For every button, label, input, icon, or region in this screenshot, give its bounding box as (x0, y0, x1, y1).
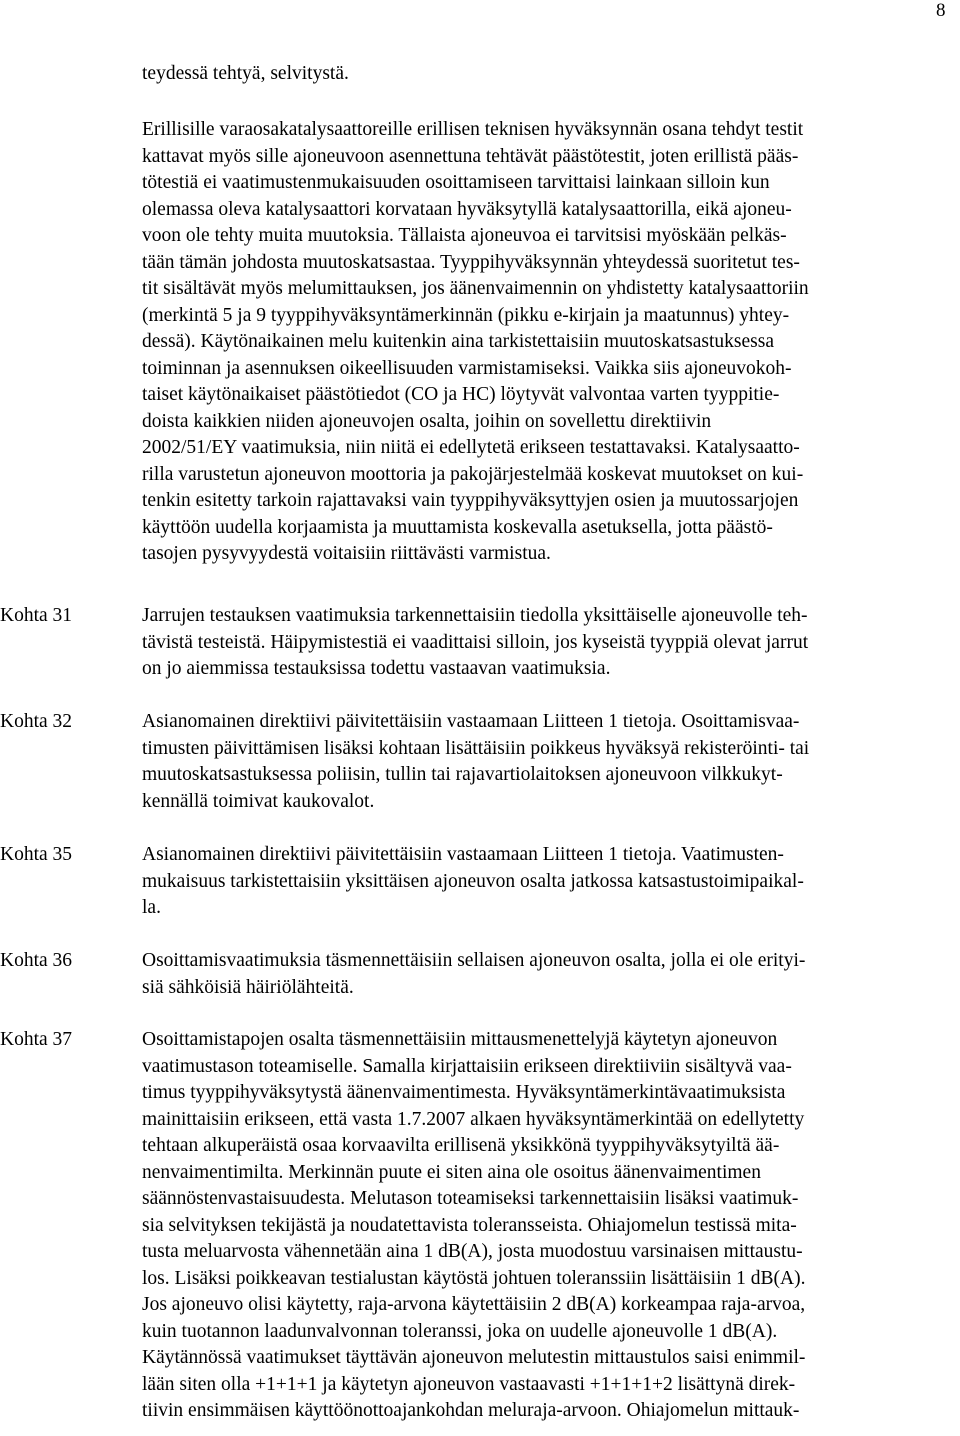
section-line: on jo aiemmissa testauksissa todettu vastaavan vaatimuksia. (142, 658, 611, 679)
section-line: nenvaimentimilta. Merkinnän puute ei siten aina ole osoitus äänenvaimentimen (142, 1161, 761, 1183)
main-paragraph-line: taiset käytönaikaiset päästötiedot (CO ja HC) löytyvät valvontaa varten tyyppitie- (142, 384, 780, 405)
main-paragraph-line: tään tämän johdosta muutoskatsastaa. Tyyppihyväksynnän yhteydessä suoritetut tes- (142, 251, 800, 273)
main-paragraph-line: voon ole tehty muita muutoksia. Tällaista ajoneuvoa ei tarvitsisi myöskään pelkäs- (142, 225, 787, 246)
main-paragraph-line: rilla varustetun ajoneuvon moottoria ja pakojärjestelmää koskevat muutokset on kui- (142, 463, 804, 485)
section-line: tiivin ensimmäisen käyttöönottoajankohdan meluraja-arvoon. Ohiajomelun mittauk- (142, 1400, 800, 1421)
section-line: tävistä testeistä. Häipymistestiä ei vaadittaisi silloin, jos kyseistä tyyppiä olevat jarrut (142, 631, 809, 653)
main-paragraph-line: 2002/51/EY vaatimuksia, niin niitä ei edellytetä erikseen testattavaksi. Katalysaatto- (142, 437, 800, 458)
section-line: Asianomainen direktiivi päivitettäisiin vastaamaan Liitteen 1 tietoja. Vaatimusten- (142, 844, 784, 865)
main-paragraph-line: tasojen pysyvyydestä voitaisiin riittävästi varmistua. (142, 543, 551, 564)
page-number: 8 (936, 0, 946, 21)
main-paragraph-line: tenkin esitetty tarkoin rajattavaksi vain tyyppihyväksyttyjen osien ja muutossarjojen (142, 490, 799, 511)
main-paragraph-line: käyttöön uudella korjaamista ja muuttamista koskevalla asetuksella, jotta päästö- (142, 516, 773, 538)
main-paragraph-line: dessä). Käytönaikainen melu kuitenkin aina tarkistettaisiin muutoskatsastuksessa (142, 331, 774, 352)
margin-label-kohta: Kohta 37 (0, 1029, 73, 1050)
section-line: tusta meluarvosta vähennetään aina 1 dB(A), josta muodostuu varsinaisen mittaustu- (142, 1241, 803, 1262)
section-line: Jos ajoneuvo olisi käytetty, raja-arvona käytettäisiin 2 dB(A) korkeampaa raja-arvoa, (142, 1294, 806, 1315)
margin-label-kohta: Kohta 32 (0, 711, 73, 732)
section-line: lään siten olla +1+1+1 ja käytetyn ajoneuvon vastaavasti +1+1+1+2 lisättynä direk- (142, 1373, 796, 1395)
main-paragraph-line: kattavat myös sille ajoneuvoon asennettuna tehtävät päästötestit, joten erillistä pääs- (142, 145, 799, 167)
section-line: kuin tuotannon laadunvalvonnan toleranssi, joka on uudelle ajoneuvolle 1 dB(A). (142, 1320, 778, 1342)
section-line: Asianomainen direktiivi päivitettäisiin vastaamaan Liitteen 1 tietoja. Osoittamisvaa- (142, 711, 800, 732)
section-line: kennällä toimivat kaukovalot. (142, 790, 375, 812)
section-line: Käytännössä vaatimukset täyttävän ajoneuvon melutestin mittaustulos saisi enimmil- (142, 1347, 806, 1368)
section-line: säännöstenvastaisuudesta. Melutason toteamiseksi tarkennettaisiin lisäksi vaatimuk- (142, 1188, 799, 1209)
section-line: timusten päivittämisen lisäksi kohtaan lisättäisiin poikkeus hyväksyä rekisteröinti- tai (142, 737, 810, 759)
section-line: la. (142, 897, 161, 918)
main-paragraph-line: tötestiä ei vaatimustenmukaisuuden osoittamiseen tarvittaisi lainkaan silloin kun (142, 172, 770, 193)
section-line: tehtaan alkuperäistä osaa korvaavilta erillisenä yksikkönä tyyppihyväksytyiltä ää- (142, 1135, 780, 1156)
margin-label-kohta: Kohta 31 (0, 605, 73, 626)
main-paragraph-line: doista kaikkien niiden ajoneuvojen osalta, joihin on sovellettu direktiivin (142, 410, 712, 432)
section-line: muutoskatsastuksessa poliisin, tullin tai rajavartiolaitoksen ajoneuvoon vilkkukyt- (142, 764, 783, 785)
section-line: Osoittamistapojen osalta täsmennettäisiin mittausmenettelyjä käytetyn ajoneuvon (142, 1029, 778, 1050)
main-paragraph-line: toiminnan ja asennuksen oikeellisuuden varmistamiseksi. Vaikka siis ajoneuvokoh- (142, 357, 792, 379)
section-line: sia selvityksen tekijästä ja noudatettavista toleransseista. Ohiajomelun testissä mita- (142, 1214, 797, 1236)
section-line: Jarrujen testauksen vaatimuksia tarkennettaisiin tiedolla yksittäiselle ajoneuvolle teh- (142, 605, 808, 626)
main-paragraph-line: (merkintä 5 ja 9 tyyppihyväksyntämerkinnän (pikku e-kirjain ja maatunnus) yhtey- (142, 304, 790, 326)
section-line: mukaisuus tarkistettaisiin yksittäisen ajoneuvon osalta jatkossa katsastustoimipaikal- (142, 870, 804, 892)
section-line: vaatimustason toteamiselle. Samalla kirjattaisiin erikseen direktiiviin sisältyvä vaa- (142, 1055, 792, 1077)
margin-label-kohta: Kohta 35 (0, 844, 73, 865)
section-line: los. Lisäksi poikkeavan testialustan käytöstä johtuen toleranssiin lisättäisiin 1 dB(A). (142, 1267, 806, 1289)
continuation-line: teydessä tehtyä, selvitystä. (142, 63, 349, 84)
main-paragraph-line: olemassa oleva katalysaattori korvataan hyväksytyllä katalysaattorilla, eikä ajoneu- (142, 198, 792, 220)
section-line: timus tyyppihyväksytystä äänenvaimentimesta. Hyväksyntämerkintävaatimuksista (142, 1082, 786, 1103)
margin-label-kohta: Kohta 36 (0, 950, 73, 971)
section-line: mainittaisiin erikseen, että vasta 1.7.2007 alkaen hyväksyntämerkintää on edellytetty (142, 1108, 805, 1130)
main-paragraph-line: Erillisille varaosakatalysaattoreille erillisen teknisen hyväksynnän osana tehdyt testit (142, 119, 804, 140)
main-paragraph-line: tit sisältävät myös melumittauksen, jos äänenvaimennin on yhdistetty katalysaattoriin (142, 278, 809, 299)
section-line: Osoittamisvaatimuksia täsmennettäisiin sellaisen ajoneuvon osalta, jolla ei ole erityi- (142, 950, 806, 971)
section-line: siä sähköisiä häiriölähteitä. (142, 976, 354, 998)
